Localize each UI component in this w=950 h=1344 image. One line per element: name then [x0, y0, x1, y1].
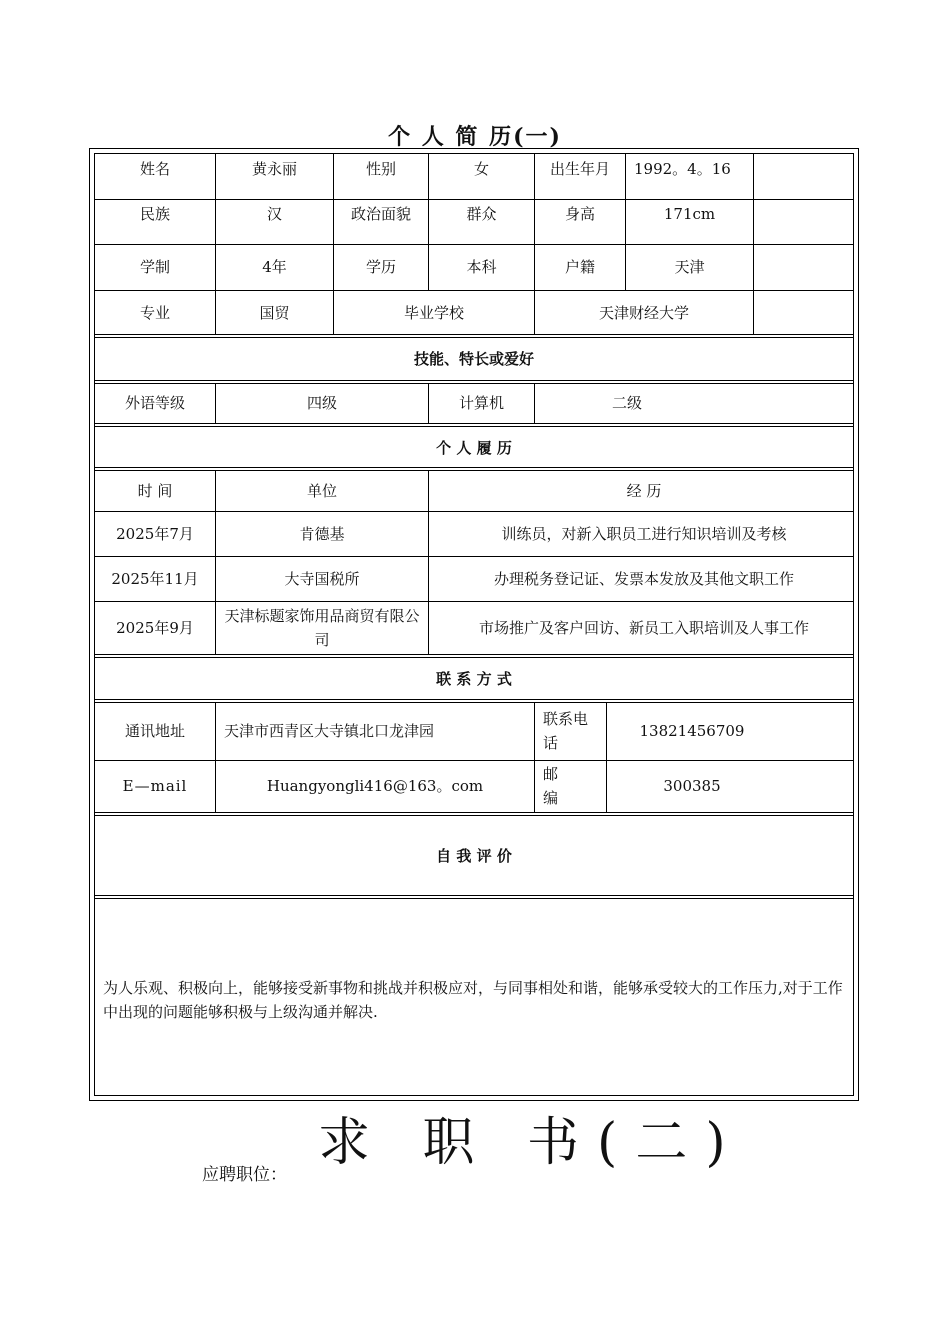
birth-label: 出生年月: [535, 154, 626, 199]
history-unit: 肯德基: [216, 511, 429, 556]
birth-value: 1992。4。16: [626, 154, 754, 199]
skills-row: [95, 383, 853, 423]
name-value: 黄永丽: [216, 154, 334, 199]
basic-row-4: [95, 290, 853, 335]
degree-label: 学历: [334, 244, 429, 290]
history-time: 2025年7月: [95, 511, 216, 556]
contact-row-1: [95, 702, 853, 760]
skills-header: 技能、特长或爱好: [413, 350, 534, 368]
col-unit: 单位: [216, 470, 429, 511]
name-label: 姓名: [95, 154, 216, 199]
history-time: 2025年11月: [95, 556, 216, 601]
computer-value: 二级: [611, 394, 642, 412]
address-label: 通讯地址: [95, 702, 216, 760]
evaluation-text: 为人乐观、积极向上，能够接受新事物和挑战并积极应对，与同事相处和谐，能够承受较大的工作压力,对于工作中出现的问题能够积极与上级沟通并解决.: [103, 979, 843, 1021]
language-label: 外语等级: [95, 383, 216, 423]
cover-letter-title: 求 职 书(二): [318, 1113, 744, 1173]
address-value: 天津市西青区大寺镇北口龙津园: [216, 702, 535, 760]
contact-header: 联 系 方 式: [436, 669, 512, 688]
zip-label: 邮编: [535, 760, 607, 812]
history-row: [95, 511, 853, 556]
history-header: 个 人 履 历: [436, 438, 512, 457]
resume-table: [94, 153, 854, 1096]
email-value: Huangyongli416@163。com: [216, 760, 535, 812]
school-value: 天津财经大学: [535, 290, 754, 335]
degree-value: 本科: [429, 244, 535, 290]
height-value: 171cm: [626, 199, 754, 244]
position-label: 应聘职位：: [202, 1165, 287, 1185]
school-label: 毕业学校: [334, 290, 535, 335]
basic-row-2: [95, 199, 853, 244]
history-experience: 市场推广及客户回访、新员工入职培训及人事工作: [478, 618, 809, 637]
col-experience: 经 历: [626, 481, 662, 500]
ethnicity-value: 汉: [216, 199, 334, 244]
major-label: 专业: [95, 290, 216, 335]
phone-value: 13821456709: [639, 722, 745, 740]
basic-row-3: [95, 244, 853, 290]
political-label: 政治面貌: [334, 199, 429, 244]
political-value: 群众: [429, 199, 535, 244]
zip-value: 300385: [663, 777, 721, 795]
evaluation-header: 自 我 评 价: [436, 846, 512, 865]
schooling-value: 4年: [216, 244, 334, 290]
history-row: [95, 556, 853, 601]
gender-label: 性别: [334, 154, 429, 199]
history-unit: 大寺国税所: [216, 556, 429, 601]
height-label: 身高: [535, 199, 626, 244]
history-unit: 天津标题家饰用品商贸有限公司: [216, 601, 429, 654]
gender-value: 女: [429, 154, 535, 199]
basic-row-1: [95, 154, 853, 199]
hukou-value: 天津: [626, 244, 754, 290]
hukou-label: 户籍: [535, 244, 626, 290]
contact-row-2: [95, 760, 853, 812]
history-columns: [95, 470, 853, 511]
history-row: [95, 601, 853, 654]
history-experience: 训练员，对新入职员工进行知识培训及考核: [501, 524, 787, 543]
phone-label: 联系电话: [535, 702, 607, 760]
language-value: 四级: [216, 383, 429, 423]
resume-table-outer: [89, 148, 859, 1101]
col-time: 时 间: [95, 470, 216, 511]
history-experience: 办理税务登记证、发票本发放及其他文职工作: [493, 569, 794, 588]
computer-label: 计算机: [429, 383, 535, 423]
resume-title: 个 人 简 历(一): [388, 124, 562, 150]
schooling-label: 学制: [95, 244, 216, 290]
history-time: 2025年9月: [95, 601, 216, 654]
ethnicity-label: 民族: [95, 199, 216, 244]
email-label: E—mail: [95, 760, 216, 812]
major-value: 国贸: [216, 290, 334, 335]
